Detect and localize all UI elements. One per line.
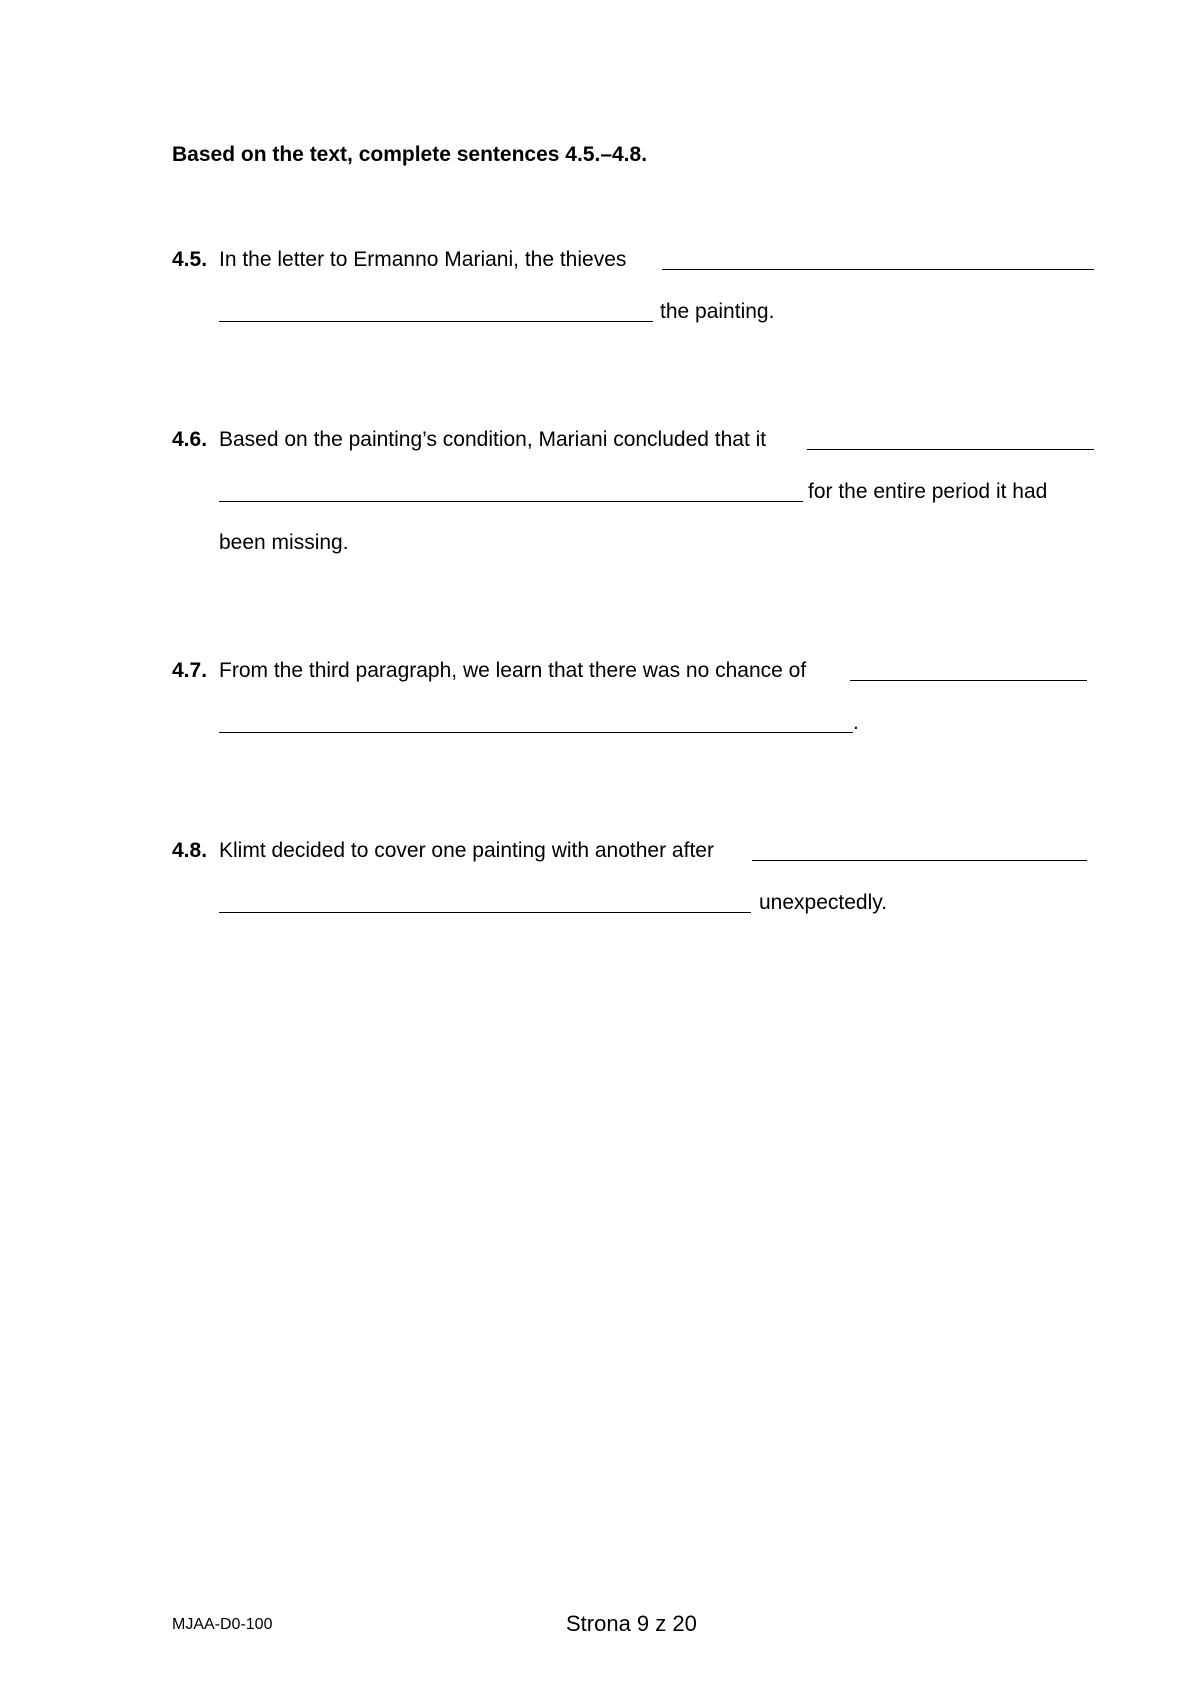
question-number: 4.7. <box>172 659 208 682</box>
document-code: MJAA-D0-100 <box>172 1616 273 1633</box>
question-text: Klimt decided to cover one painting with another after <box>219 839 714 862</box>
answer-blank[interactable] <box>850 680 1087 681</box>
answer-blank[interactable] <box>219 501 803 502</box>
answer-blank[interactable] <box>219 321 653 322</box>
question-text-after: . <box>853 711 859 734</box>
question-number: 4.5. <box>172 248 208 271</box>
question-text: From the third paragraph, we learn that there was no chance of <box>219 659 807 682</box>
answer-blank[interactable] <box>219 732 853 733</box>
question-text-after: for the entire period it had <box>808 480 1048 503</box>
question-text-after: the painting. <box>660 300 775 323</box>
instruction-heading: Based on the text, complete sentences 4.5.–4.8. <box>172 143 648 166</box>
answer-blank[interactable] <box>219 912 751 913</box>
question-text: Based on the painting’s condition, Mariani concluded that it <box>219 428 767 451</box>
question-text: In the letter to Ermanno Mariani, the thieves <box>219 248 627 271</box>
question-number: 4.6. <box>172 428 208 451</box>
answer-blank[interactable] <box>752 860 1087 861</box>
question-text-end: been missing. <box>219 531 349 554</box>
answer-blank[interactable] <box>807 449 1094 450</box>
question-number: 4.8. <box>172 839 208 862</box>
page-number: Strona 9 z 20 <box>566 1611 697 1636</box>
answer-blank[interactable] <box>662 269 1094 270</box>
question-text-after: unexpectedly. <box>759 891 888 914</box>
